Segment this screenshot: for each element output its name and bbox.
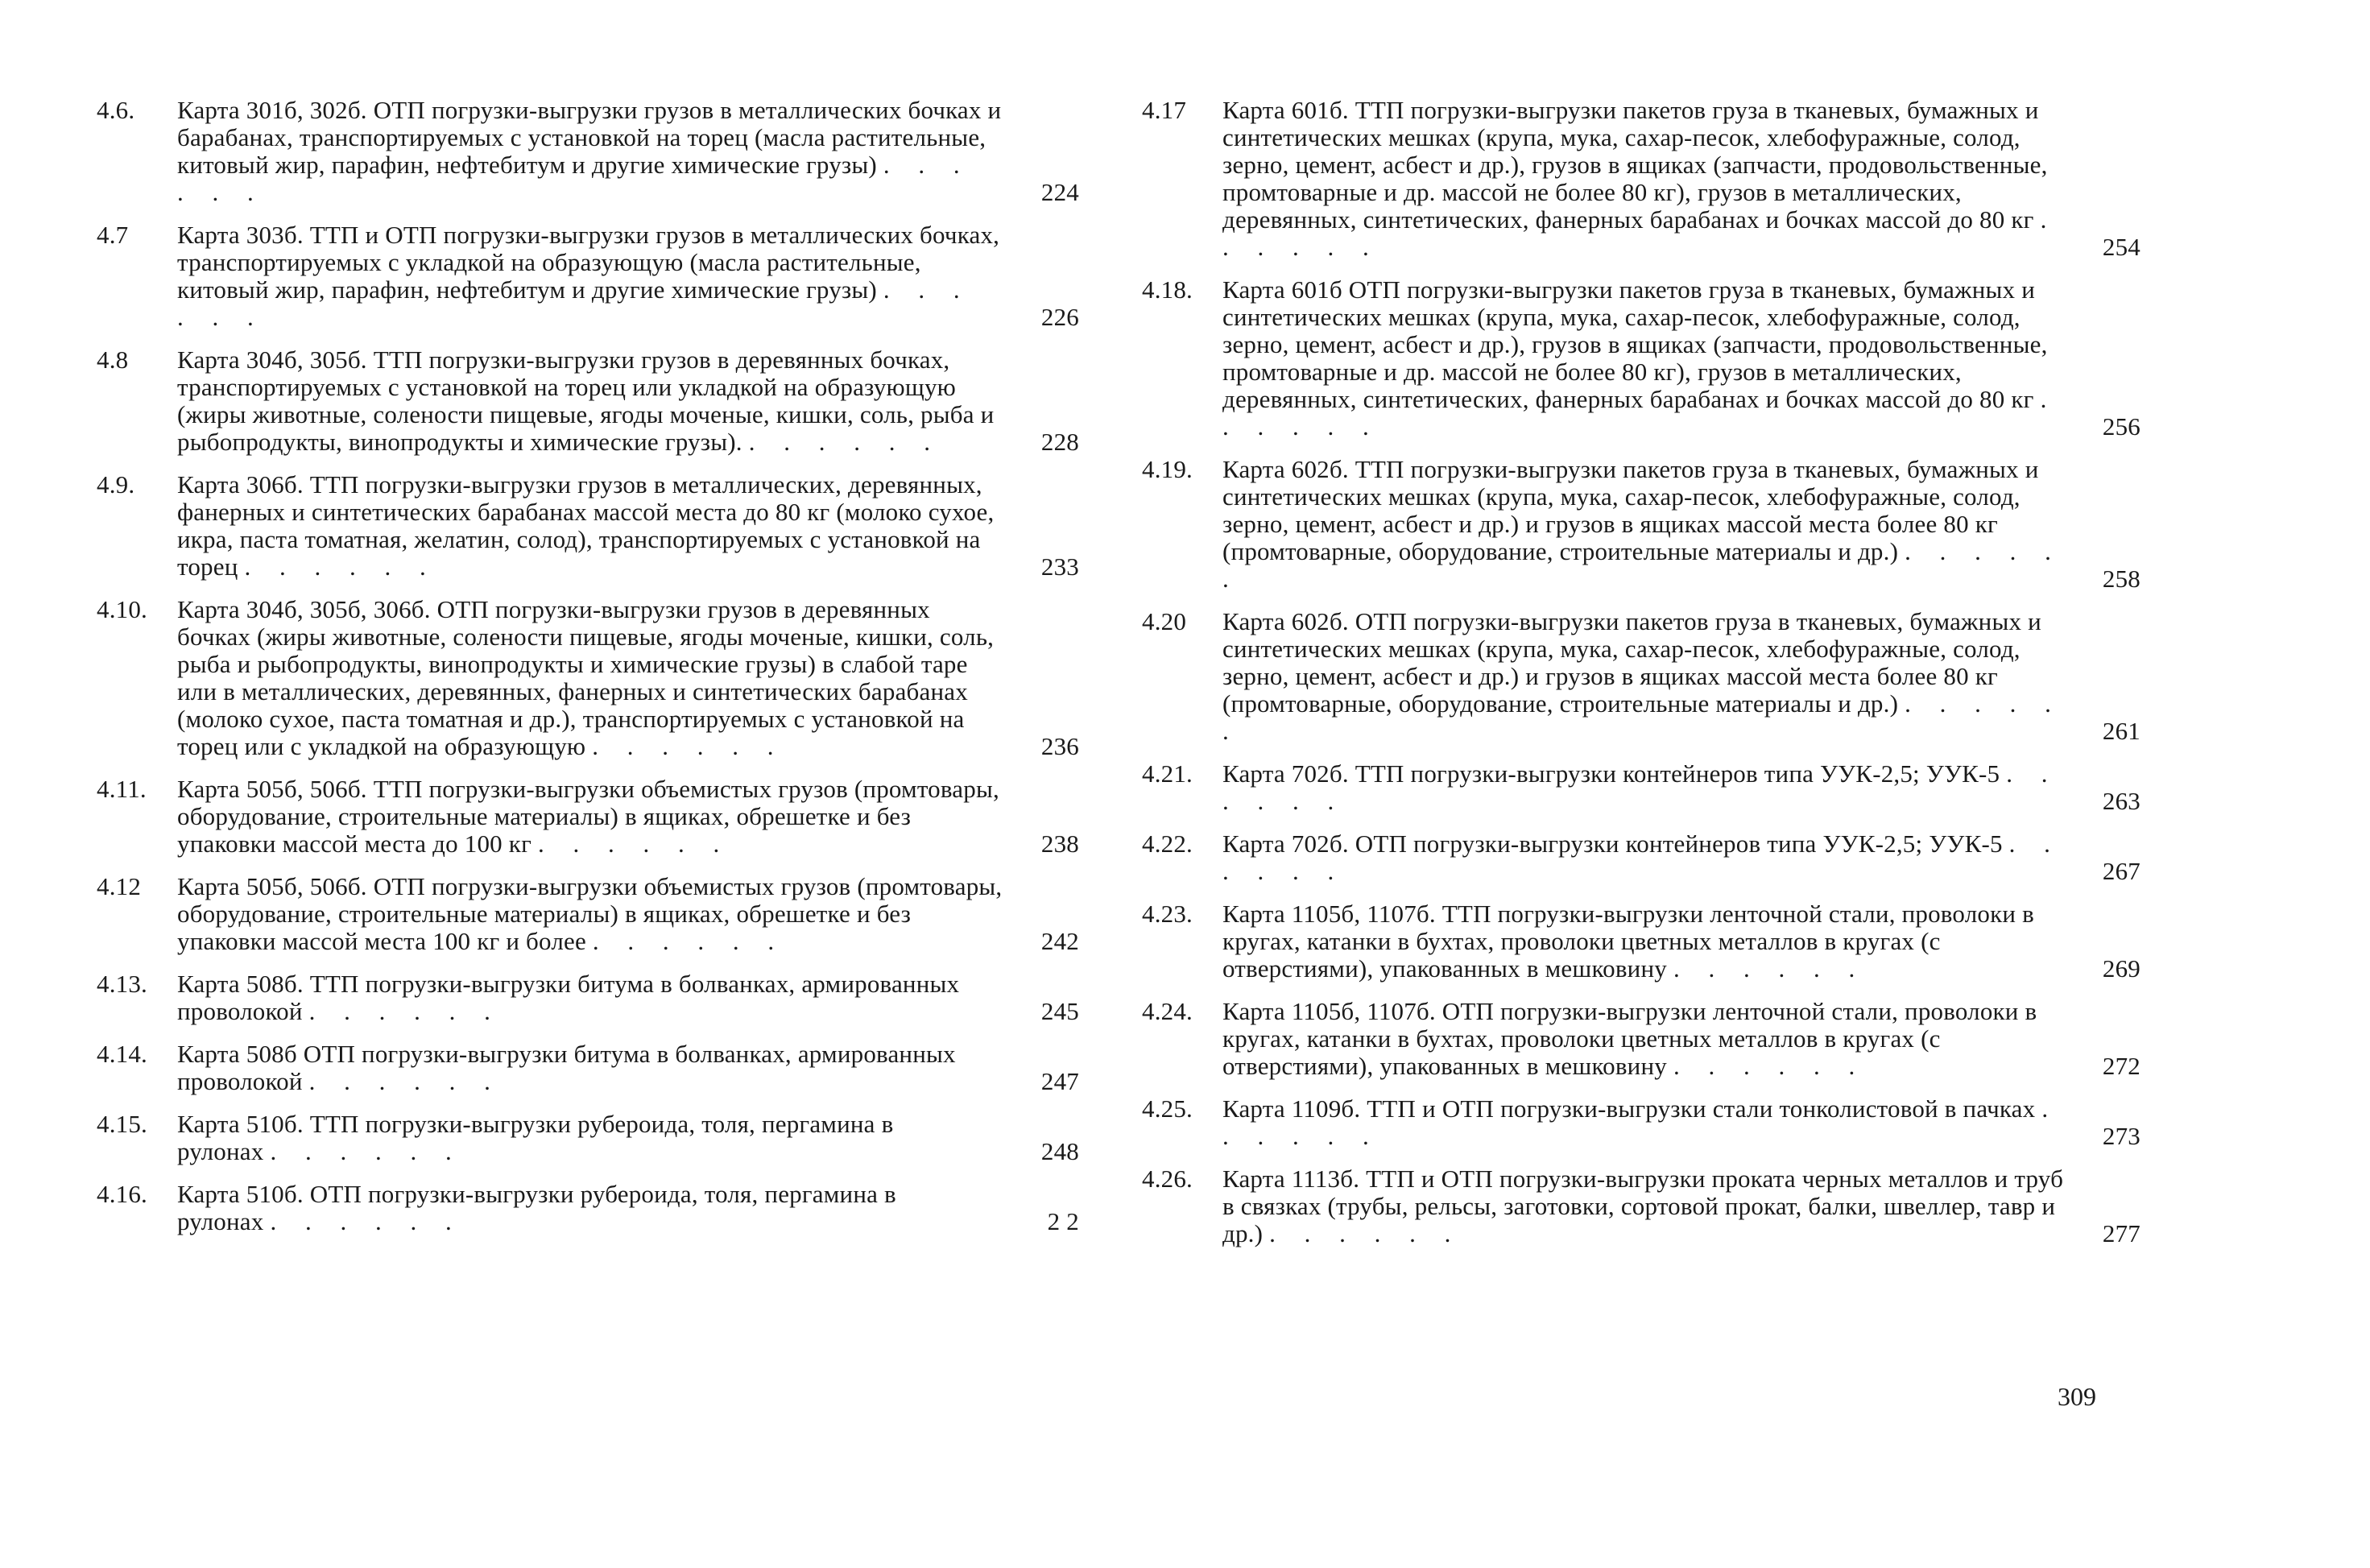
toc-entry <box>97 776 1079 858</box>
toc-entry <box>1142 1095 2140 1150</box>
toc-entry-number: 4.20 <box>1142 607 1187 635</box>
dot-leader: . . . . . . <box>1222 759 2059 815</box>
toc-entry-body <box>1222 1165 2064 1247</box>
toc-entry-title: Карта 1109б. ТТП и ОТП погрузки-выгрузки стали тонколистовой в пачках <box>1222 1094 2036 1123</box>
toc-entry-page: 273 <box>2102 1122 2140 1150</box>
toc-entry-title: Карта 306б. ТТП погрузки-выгрузки грузов в металлических, деревянных, фанерных и синтетических барабанах массой места до 80 кг (молоко сухое, икра, паста томатная, желатин, солод), транспортируемых с установкой на торец <box>177 470 995 581</box>
dot-leader: . . . . . . <box>1222 385 2058 441</box>
toc-entry-number: 4.23. <box>1142 900 1193 928</box>
toc-entry-body <box>177 97 1003 206</box>
dot-leader: . . . . . . <box>1222 689 2062 745</box>
toc-entry-body <box>1222 760 2064 815</box>
toc-entry-body <box>1222 456 2064 593</box>
dot-leader: . . . . . . <box>1222 205 2058 261</box>
toc-entry-number: 4.25. <box>1142 1094 1193 1123</box>
toc-entry-title: Карта 510б. ОТП погрузки-выгрузки рубероида, толя, пергамина в рулонах <box>177 1180 896 1235</box>
toc-entry-body <box>1222 900 2064 983</box>
toc-entry <box>97 596 1079 760</box>
toc-entry <box>97 221 1079 331</box>
toc-entry-page: 248 <box>1040 1137 1079 1165</box>
toc-entry-title: Карта 304б, 305б. ТТП погрузки-выгрузки грузов в деревянных бочках, транспортируемых с установкой на торец или укладкой на образующую (жиры животные, солености пищевые, ягоды моченые, кишки, соль, рыба и рыбопродукты, винопродукты и химические грузы). <box>177 345 995 456</box>
dot-leader: . . . . . . <box>1269 1219 1462 1247</box>
toc-entry-page: 226 <box>1040 303 1079 331</box>
toc-entry-number: 4.24. <box>1142 997 1193 1025</box>
toc-entry-title: Карта 303б. ТТП и ОТП погрузки-выгрузки грузов в металлических бочках, транспортируемых с укладкой на образующую (масла растительные, китовый жир, парафин, нефтебитум и другие химические грузы) <box>177 221 1000 304</box>
toc-entry-title: Карта 602б. ТТП погрузки-выгрузки пакетов груза в тканевых, бумажных и синтетических мешках (крупа, мука, сахар-песок, хлебофуражные, солод, зерно, цемент, асбест и др.) и грузов в ящиках массой места более 80 кг (промтоварные, оборудование, строительные материалы и др.) <box>1222 455 2039 565</box>
dot-leader: . . . . . . <box>538 830 731 858</box>
toc-entry-page: 269 <box>2102 954 2140 983</box>
toc-entry-body <box>177 221 1003 331</box>
toc-entry-number: 4.14. <box>97 1040 147 1068</box>
toc-entry-page: 238 <box>1040 830 1079 858</box>
toc-entry <box>1142 1165 2140 1247</box>
toc-entry-number: 4.18. <box>1142 275 1193 304</box>
toc-entry-body <box>177 970 1003 1025</box>
toc-entry-number: 4.7 <box>97 221 129 249</box>
toc-entry-page: 256 <box>2102 412 2140 441</box>
toc-entry <box>1142 456 2140 593</box>
toc-entry-number: 4.10. <box>97 595 147 623</box>
toc-entry-title: Карта 601б ОТП погрузки-выгрузки пакетов груза в тканевых, бумажных и синтетических мешках (крупа, мука, сахар-песок, хлебофуражные, солод, зерно, цемент, асбест и др.), грузов в ящиках (запчасти, продовольственные, промтоварные и др. массой не более 80 кг), грузов в металлических, деревянных, синтетических, фанерных барабанах и бочках массой до 80 кг <box>1222 275 2048 413</box>
toc-entry-page: 236 <box>1040 732 1079 760</box>
toc-entry-page: 258 <box>2102 565 2140 593</box>
toc-entry-title: Карта 508б. ТТП погрузки-выгрузки битума в болванках, армированных проволокой <box>177 970 960 1025</box>
toc-entry-title: Карта 1105б, 1107б. ТТП погрузки-выгрузки ленточной стали, проволоки в кругах, катанки в бухтах, проволоки цветных металлов в кругах (с отверстиями), упакованных в мешковину <box>1222 900 2034 983</box>
dot-leader: . . . . . . <box>1673 954 1867 983</box>
dot-leader: . . . . . . <box>244 552 437 581</box>
toc-entry <box>1142 900 2140 983</box>
toc-entry <box>97 873 1079 955</box>
dot-leader: . . . . . . <box>1222 1094 2060 1150</box>
toc-entry-page: 254 <box>2102 233 2140 261</box>
toc-entry-title: Карта 601б. ТТП погрузки-выгрузки пакетов груза в тканевых, бумажных и синтетических мешках (крупа, мука, сахар-песок, хлебофуражные, солод, зерно, цемент, асбест и др.), грузов в ящиках (запчасти, продовольственные, промтоварные и др. массой не более 80 кг), грузов в металлических, деревянных, синтетических, фанерных барабанах и бочках массой до 80 кг <box>1222 96 2048 234</box>
toc-entry-body <box>177 471 1003 581</box>
toc-entry-number: 4.22. <box>1142 830 1193 858</box>
toc-entry-number: 4.21. <box>1142 759 1193 788</box>
toc-entry-page: 233 <box>1040 552 1079 581</box>
dot-leader: . . . . . . <box>308 997 502 1025</box>
toc-entry-page: 242 <box>1040 927 1079 955</box>
dot-leader: . . . . . . <box>748 428 941 456</box>
toc-entry-body <box>177 346 1003 456</box>
toc-entry <box>97 1181 1079 1235</box>
toc-entry <box>1142 760 2140 815</box>
toc-entry-title: Карта 1113б. ТТП и ОТП погрузки-выгрузки проката черных металлов и труб в связках (трубы, рельсы, заготовки, сортовой прокат, балки, швеллер, тавр и др.) <box>1222 1165 2064 1247</box>
toc-entry <box>97 471 1079 581</box>
toc-entry-body <box>1222 998 2064 1080</box>
toc-entry-number: 4.6. <box>97 96 135 124</box>
dot-leader: . . . . . . <box>177 151 971 206</box>
toc-entry <box>1142 830 2140 885</box>
toc-entry-body <box>1222 830 2064 885</box>
toc-entry <box>1142 998 2140 1080</box>
toc-entry-body <box>177 1041 1003 1095</box>
toc-entry-page: 245 <box>1040 997 1079 1025</box>
dot-leader: . . . . . . <box>177 275 971 331</box>
toc-entry-page: 224 <box>1040 178 1079 206</box>
toc-entry <box>97 346 1079 456</box>
toc-entry-number: 4.16. <box>97 1180 147 1208</box>
toc-right-column <box>1142 97 2140 1263</box>
toc-entry-body <box>177 873 1003 955</box>
toc-entry-title: Карта 602б. ОТП погрузки-выгрузки пакетов груза в тканевых, бумажных и синтетических мешках (крупа, мука, сахар-песок, хлебофуражные, солод, зерно, цемент, асбест и др.) и грузов в ящиках массой места более 80 кг (промтоварные, оборудование, строительные материалы и др.) <box>1222 607 2041 718</box>
dot-leader: . . . . . . <box>1673 1052 1867 1080</box>
dot-leader: . . . . . . <box>270 1207 463 1235</box>
toc-entry-number: 4.12 <box>97 872 142 900</box>
toc-entry-number: 4.9. <box>97 470 135 499</box>
toc-entry-body <box>1222 608 2064 745</box>
toc-entry-number: 4.26. <box>1142 1165 1193 1193</box>
toc-entry-title: Карта 301б, 302б. ОТП погрузки-выгрузки грузов в металлических бочках и барабанах, транспортируемых с установкой на торец (масла растительные, китовый жир, парафин, нефтебитум и другие химические грузы) <box>177 96 1002 179</box>
toc-entry-body <box>177 776 1003 858</box>
toc-entry-body <box>177 1111 1003 1165</box>
toc-entry-body <box>1222 97 2064 261</box>
toc-entry-number: 4.11. <box>97 775 147 803</box>
toc-entry-number: 4.8 <box>97 345 129 374</box>
toc-entry-page: 272 <box>2102 1052 2140 1080</box>
toc-entry-body <box>1222 1095 2064 1150</box>
dot-leader: . . . . . . <box>308 1067 502 1095</box>
toc-entry-number: 4.19. <box>1142 455 1193 483</box>
toc-entry-page: 267 <box>2102 857 2140 885</box>
toc-entry <box>97 97 1079 206</box>
dot-leader: . . . . . . <box>592 927 786 955</box>
toc-left-column <box>97 97 1079 1251</box>
toc-entry-title: Карта 1105б, 1107б. ОТП погрузки-выгрузки ленточной стали, проволоки в кругах, катанки в бухтах, проволоки цветных металлов в кругах (с отверстиями), упакованных в мешковину <box>1222 997 2037 1080</box>
toc-entry-body <box>177 1181 1003 1235</box>
toc-entry <box>1142 276 2140 441</box>
toc-entry <box>1142 97 2140 261</box>
toc-entry-number: 4.13. <box>97 970 147 998</box>
toc-entry-title: Карта 505б, 506б. ТТП погрузки-выгрузки объемистых грузов (промтовары, оборудование, строительные материалы) в ящиках, обрешетке и без упаковки массой места до 100 кг <box>177 775 999 858</box>
toc-entry <box>97 1041 1079 1095</box>
toc-entry-page: 261 <box>2102 717 2140 745</box>
toc-entry-title: Карта 702б. ОТП погрузки-выгрузки контейнеров типа УУК-2,5; УУК-5 <box>1222 830 2003 858</box>
dot-leader: . . . . . . <box>1222 830 2062 885</box>
toc-entry-number: 4.17 <box>1142 96 1187 124</box>
toc-entry-page: 2 2 <box>1047 1207 1079 1235</box>
toc-entry <box>97 1111 1079 1165</box>
toc-entry-title: Карта 505б, 506б. ОТП погрузки-выгрузки объемистых грузов (промтовары, оборудование, строительные материалы) в ящиках, обрешетке и без упаковки массой места 100 кг и более <box>177 872 1003 955</box>
dot-leader: . . . . . . <box>270 1137 463 1165</box>
toc-entry-title: Карта 304б, 305б, 306б. ОТП погрузки-выгрузки грузов в деревянных бочках (жиры животные, солености пищевые, ягоды моченые, кишки, соль, рыба и рыбопродукты, винопродукты и химические грузы) в слабой таре или в металлических, деревянных, фанерных и синтетических барабанах (молоко сухое, паста томатная и др.), транспортируемых с установкой на торец или с укладкой на образующую <box>177 595 995 760</box>
toc-entry-body <box>177 596 1003 760</box>
toc-entry-title: Карта 702б. ТТП погрузки-выгрузки контейнеров типа УУК-2,5; УУК-5 <box>1222 759 2000 788</box>
toc-entry-title: Карта 508б ОТП погрузки-выгрузки битума в болванках, армированных проволокой <box>177 1040 956 1095</box>
toc-entry-number: 4.15. <box>97 1110 147 1138</box>
toc-entry-page: 277 <box>2102 1219 2140 1247</box>
dot-leader: . . . . . . <box>592 732 785 760</box>
toc-entry-title: Карта 510б. ТТП погрузки-выгрузки рубероида, толя, пергамина в рулонах <box>177 1110 894 1165</box>
toc-entry-body <box>1222 276 2064 441</box>
toc-entry-page: 228 <box>1040 428 1079 456</box>
toc-entry <box>1142 608 2140 745</box>
toc-entry-page: 247 <box>1040 1067 1079 1095</box>
toc-entry-page: 263 <box>2102 787 2140 815</box>
toc-entry <box>97 970 1079 1025</box>
page-number: 309 <box>2058 1382 2096 1411</box>
dot-leader: . . . . . . <box>1222 537 2062 593</box>
